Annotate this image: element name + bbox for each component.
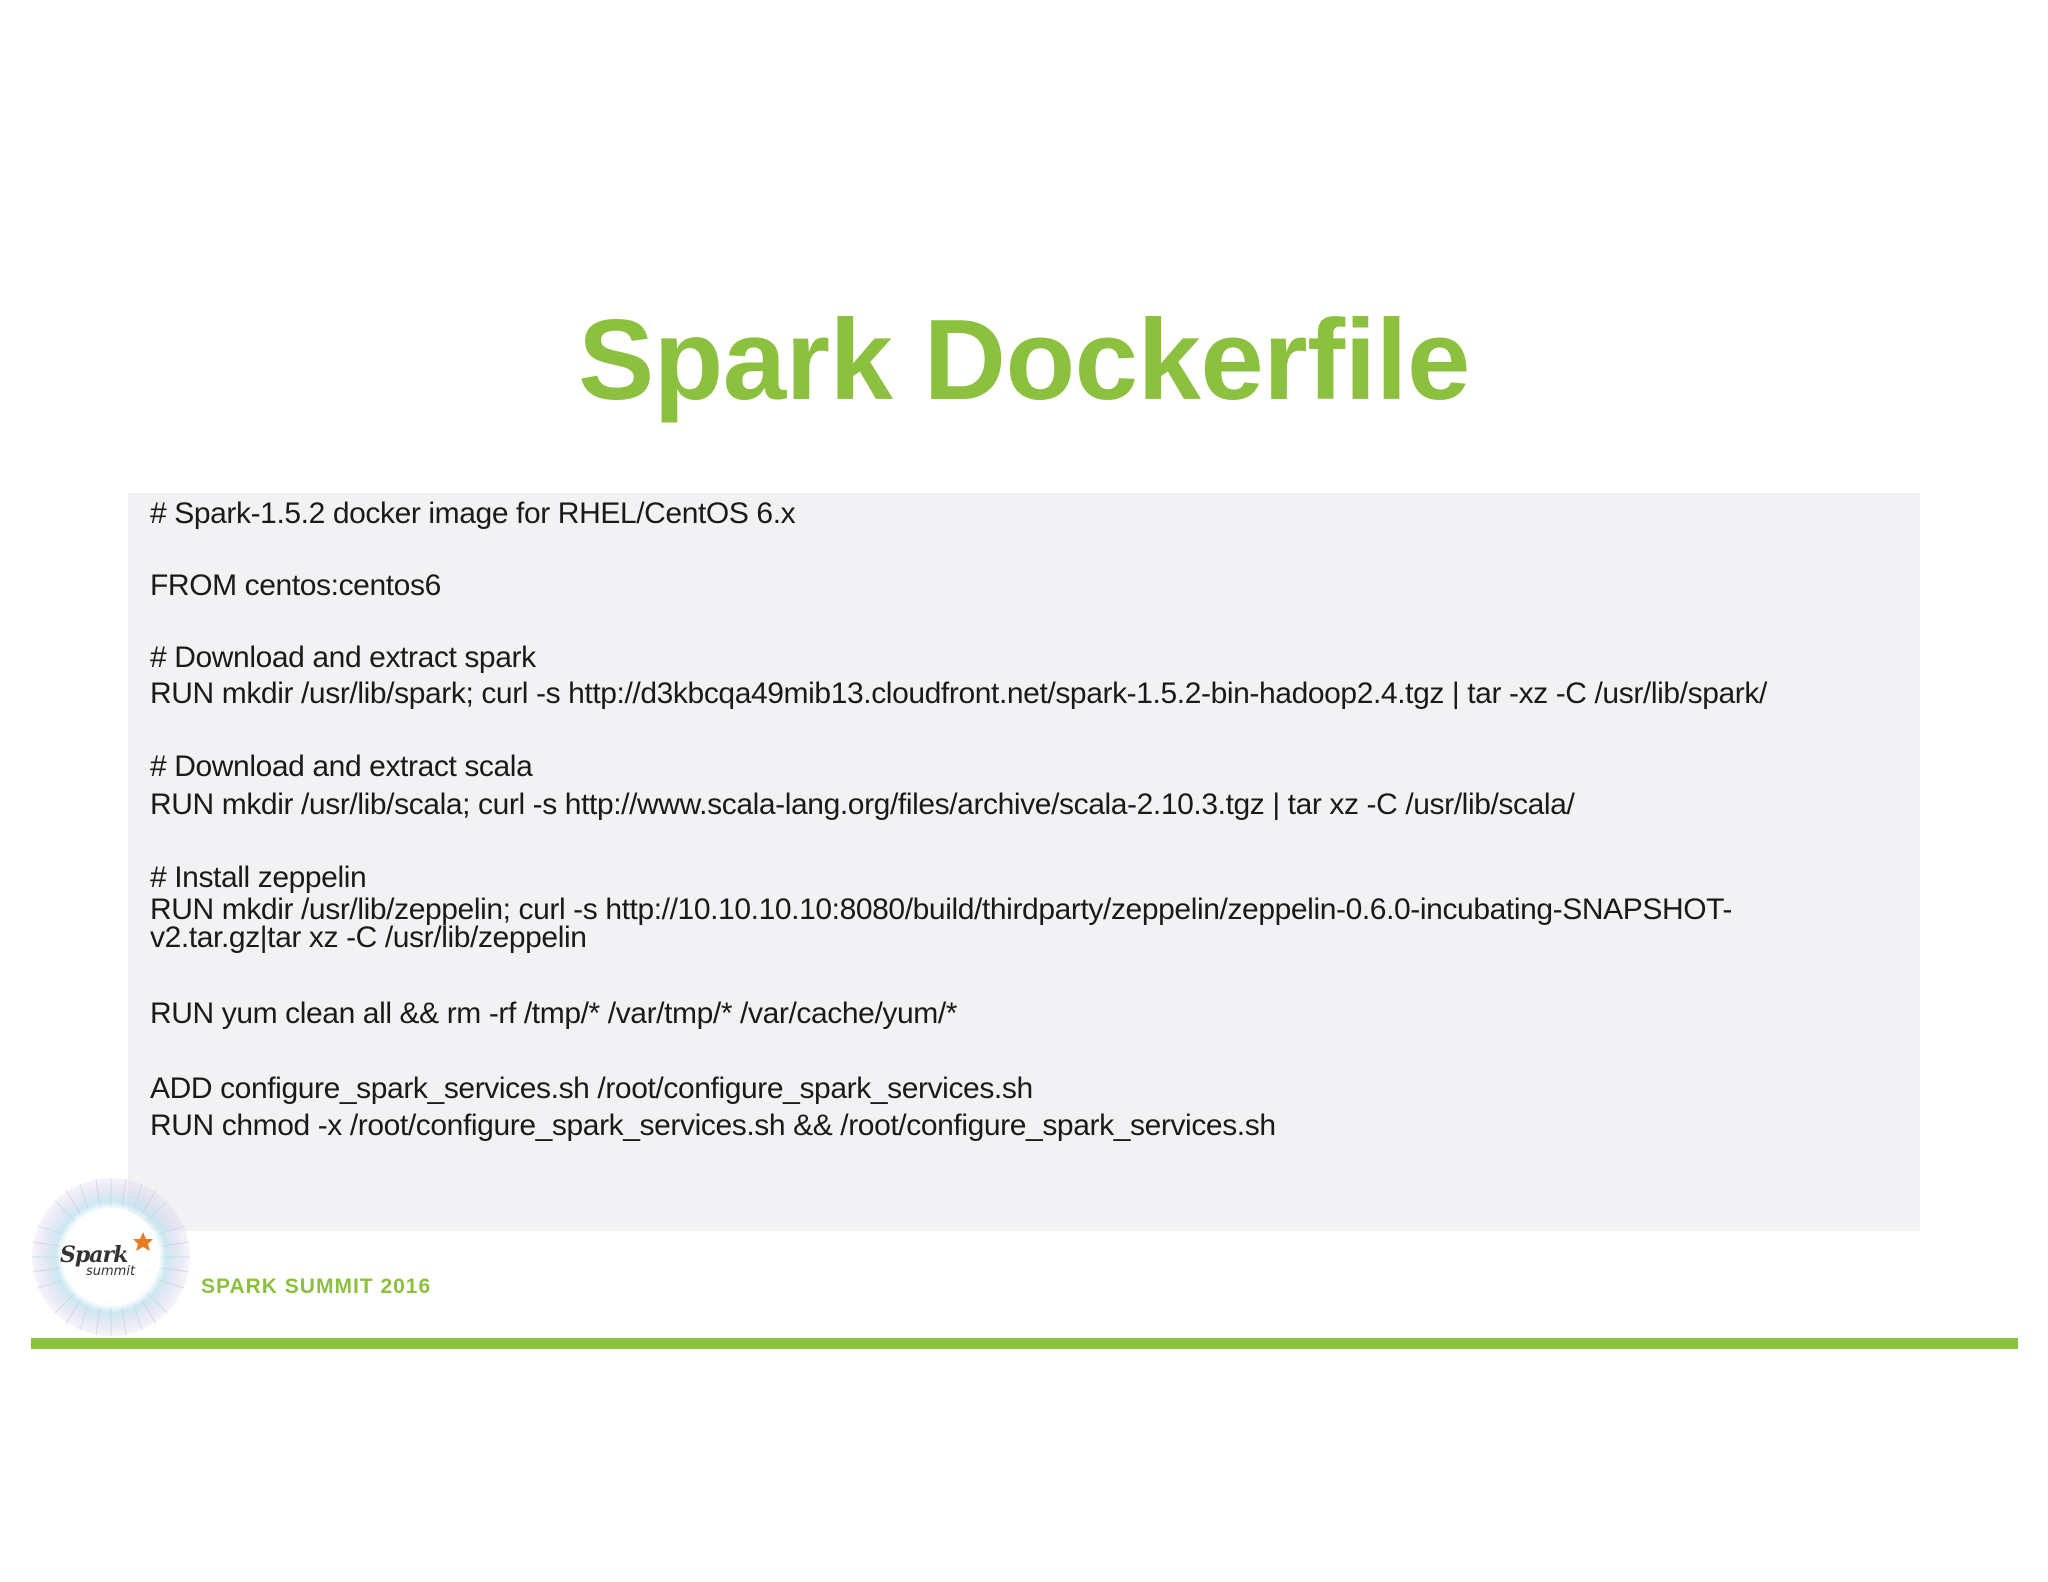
spark-summit-logo [30, 1176, 192, 1338]
code-line-from: FROM centos:centos6 [150, 569, 441, 602]
code-block [128, 493, 1920, 1231]
code-line-run-zeppelin: RUN mkdir /usr/lib/zeppelin; curl -s http://10.10.10.10:8080/build/thirdparty/zeppelin/zeppelin-0.6.0-incubating-SNAPSHOT- [150, 893, 1733, 926]
code-line-run-spark: RUN mkdir /usr/lib/spark; curl -s http://d3kbcqa49mib13.cloudfront.net/spark-1.5.2-bin-hadoop2.4.tgz | tar -xz -C /usr/lib/spark/ [150, 677, 1767, 710]
slide-title: Spark Dockerfile [578, 297, 1470, 424]
logo-summit-text: summit [86, 1264, 136, 1279]
footer-divider [31, 1338, 2018, 1349]
code-line-comment-spark: # Download and extract spark [150, 641, 536, 674]
code-line-comment-zeppelin: # Install zeppelin [150, 861, 367, 894]
code-line-add: ADD configure_spark_services.sh /root/configure_spark_services.sh [150, 1072, 1033, 1105]
event-label: SPARK SUMMIT 2016 [201, 1275, 432, 1298]
logo-spark-text: Spark [60, 1242, 128, 1268]
code-line-run-scala: RUN mkdir /usr/lib/scala; curl -s http://www.scala-lang.org/files/archive/scala-2.10.3.tgz | tar xz -C /usr/lib/scala/ [150, 788, 1575, 821]
code-line-run-zeppelin-cont: v2.tar.gz|tar xz -C /usr/lib/zeppelin [150, 921, 587, 954]
code-line-run-chmod: RUN chmod -x /root/configure_spark_services.sh && /root/configure_spark_services.sh [150, 1109, 1276, 1142]
code-line-comment-scala: # Download and extract scala [150, 750, 533, 783]
code-line-comment-image: # Spark-1.5.2 docker image for RHEL/CentOS 6.x [150, 497, 796, 530]
code-line-run-yum: RUN yum clean all && rm -rf /tmp/* /var/tmp/* /var/cache/yum/* [150, 997, 958, 1030]
